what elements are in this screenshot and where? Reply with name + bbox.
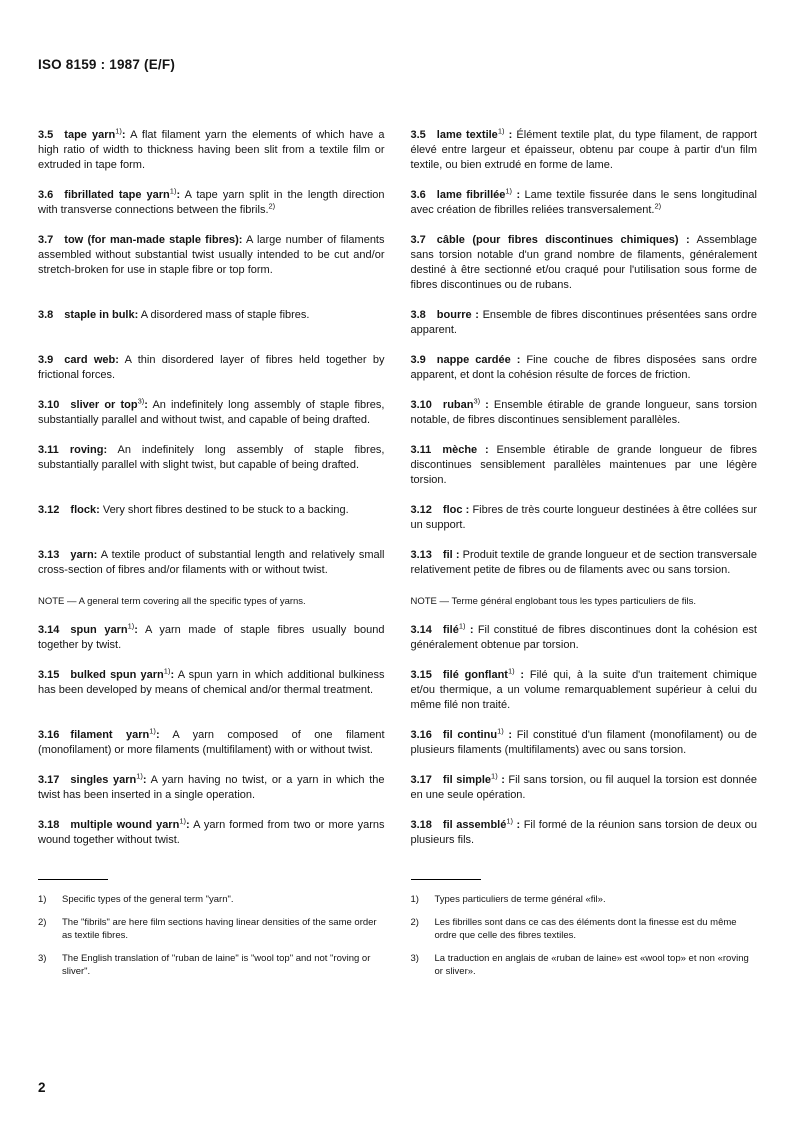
entry-term: câble xyxy=(436,234,465,246)
entry-definition: Fil formé de la réunion sans torsion de deux ou plusieurs fils. xyxy=(410,819,757,846)
entry-colon: : xyxy=(121,129,126,141)
entry-colon: : xyxy=(497,774,505,786)
footnote-ref: 1) xyxy=(149,726,156,736)
definition-cell-fr xyxy=(411,548,758,593)
definition-cell-en xyxy=(38,623,385,668)
definition-entry xyxy=(411,398,758,428)
entry-term: flock xyxy=(70,504,97,516)
definition-entry xyxy=(411,503,758,533)
entry-term: floc xyxy=(442,504,463,516)
entry-number: 3.13 xyxy=(38,549,60,561)
entry-definition: Very short fibres destined to be stuck to a backing. xyxy=(99,504,349,516)
entry-term: mèche xyxy=(442,444,478,456)
entry-number: 3.11 xyxy=(410,444,432,456)
entry-colon: : xyxy=(510,354,521,366)
definition-cell-fr xyxy=(411,308,758,353)
definition-cell-fr xyxy=(411,128,758,188)
entry-number: 3.15 xyxy=(410,669,432,681)
entry-term: multiple wound yarn xyxy=(70,819,180,831)
footnote-text: Types particuliers de terme général «fil». xyxy=(434,894,606,905)
definition-cell-en xyxy=(38,593,385,623)
entry-term: spun yarn xyxy=(70,624,128,636)
entry-number: 3.5 xyxy=(410,129,426,141)
entry-term: fil assemblé xyxy=(442,819,507,831)
footnote-separator xyxy=(38,879,385,893)
entry-colon: : xyxy=(678,234,690,246)
entry-colon: : xyxy=(176,189,181,201)
definition-cell-fr xyxy=(411,593,758,623)
definition-entry xyxy=(38,818,385,848)
definition-entry xyxy=(38,188,385,218)
definition-cell-en xyxy=(38,443,385,503)
entry-number: 3.18 xyxy=(38,819,60,831)
footnote-ref: 1) xyxy=(497,726,504,736)
definition-cell-en xyxy=(38,773,385,818)
entry-term: fil continu xyxy=(442,729,498,741)
definition-cell-en xyxy=(38,818,385,863)
entry-number: 3.10 xyxy=(38,399,60,411)
entry-term: singles yarn xyxy=(70,774,137,786)
footnote-number: 2) xyxy=(38,917,47,928)
footnote-item-en xyxy=(38,916,385,942)
definition-cell-fr xyxy=(411,503,758,548)
entry-definition: Filé qui, à la suite d'un traitement chimique et/ou thermique, a un volume remarquablement supérieur à celui du même filé non traité. xyxy=(410,669,757,711)
entry-colon: : xyxy=(512,189,521,201)
entry-definition: Ensemble étirable de grande longueur, sans torsion notable, de fibres discontinues sensiblement parallèles. xyxy=(410,399,757,426)
entry-colon: : xyxy=(96,504,100,516)
entry-colon: : xyxy=(480,399,489,411)
entry-number: 3.7 xyxy=(38,234,54,246)
footnote-item-fr xyxy=(411,916,758,942)
definition-entry xyxy=(411,728,758,758)
entry-colon: : xyxy=(185,819,190,831)
entry-term: fil xyxy=(442,549,453,561)
definition-entry xyxy=(411,668,758,713)
entry-colon: : xyxy=(170,669,175,681)
entry-number: 3.8 xyxy=(38,309,54,321)
entry-number: 3.6 xyxy=(38,189,54,201)
definition-entry xyxy=(411,188,758,218)
entry-term: ruban xyxy=(442,399,474,411)
footnotes-section xyxy=(38,879,757,988)
entry-number: 3.17 xyxy=(38,774,60,786)
entry-term-qualifier: (pour fibres discontinues chimiques) xyxy=(464,234,679,246)
entry-colon: : xyxy=(513,819,521,831)
definition-cell-fr xyxy=(411,623,758,668)
definition-cell-fr xyxy=(411,188,758,233)
footnote-ref: 1) xyxy=(491,771,498,781)
entry-term: filé gonflant xyxy=(442,669,508,681)
footnote-text: The "fibrils" are here film sections having linear densities of the same order as textile fibres. xyxy=(62,917,377,941)
entry-term: tape yarn xyxy=(64,129,116,141)
definition-cell-fr xyxy=(411,398,758,443)
entry-colon: : xyxy=(504,129,513,141)
entry-number: 3.12 xyxy=(38,504,60,516)
footnote-text: Les fibrilles sont dans ce cas des éléments dont la finesse est du même ordre que celle des fibres textiles. xyxy=(434,917,737,941)
entry-number: 3.17 xyxy=(410,774,432,786)
entry-definition: A spun yarn in which additional bulkiness has been developed by means of chemical and/or thermal treatment. xyxy=(38,669,385,696)
document-title: ISO 8159 : 1987 (E/F) xyxy=(38,57,176,72)
entry-term: lame textile xyxy=(436,129,498,141)
entry-colon: : xyxy=(465,624,474,636)
footnote-number: 3) xyxy=(38,953,47,964)
entry-number: 3.9 xyxy=(410,354,426,366)
footnote-item-fr xyxy=(411,952,758,978)
entry-definition: A yarn having no twist, or a yarn in which the twist has been inserted in a single operation. xyxy=(38,774,385,801)
entry-definition: A large number of filaments assembled without substantial twist usually intended to be cut and/or stretch-broken for use in staple fibre or top form. xyxy=(38,234,385,276)
definition-cell-en xyxy=(38,548,385,593)
page-number: 2 xyxy=(38,1080,46,1095)
definition-cell-en xyxy=(38,188,385,233)
entry-colon: : xyxy=(115,354,119,366)
entry-number: 3.5 xyxy=(38,129,54,141)
entry-definition: An indefinitely long assembly of staple fibres, substantially parallel with slight twist, but capable of being drafted. xyxy=(38,444,385,471)
definition-cell-en xyxy=(38,728,385,773)
footnote-ref: 2) xyxy=(654,201,662,211)
entry-number: 3.9 xyxy=(38,354,54,366)
footnote-ref: 1) xyxy=(179,816,186,826)
footnote-number: 3) xyxy=(410,953,419,964)
entry-term: staple in bulk xyxy=(64,309,135,321)
footnotes-grid xyxy=(38,879,757,988)
definition-entry xyxy=(38,728,385,758)
footnote-separator xyxy=(411,879,758,893)
footnote-ref: 1) xyxy=(115,126,122,136)
definition-entry xyxy=(38,503,385,518)
entry-colon: : xyxy=(103,444,108,456)
definition-entry xyxy=(411,443,758,488)
definition-entry xyxy=(411,353,758,383)
entry-definition: Élément textile plat, du type filament, de rapport élevé entre largeur et épaisseur, obtenu par coupe à partir d'un film textile, ou bien extrudé en forme de lame. xyxy=(410,129,757,171)
entry-definition: Fibres de très courte longueur destinées à être collées sur un support. xyxy=(410,504,757,531)
footnote-ref: 1) xyxy=(497,126,505,136)
entry-number: 3.15 xyxy=(38,669,60,681)
definition-entry xyxy=(38,353,385,383)
definition-entry xyxy=(38,233,385,278)
footnote-ref: 1) xyxy=(458,621,466,631)
entry-definition: Lame textile fissurée dans le sens longitudinal avec création de fibrilles reliées transversalement. xyxy=(410,189,757,216)
definition-cell-fr xyxy=(411,818,758,863)
entry-term: sliver or top xyxy=(70,399,138,411)
entry-definition: A disordered mass of staple fibres. xyxy=(138,309,310,321)
note-text: NOTE — Terme général englobant tous les types particuliers de fils. xyxy=(410,596,696,607)
definition-cell-en xyxy=(38,308,385,353)
entry-term: bulked spun yarn xyxy=(70,669,164,681)
entry-number: 3.7 xyxy=(410,234,426,246)
entry-number: 3.12 xyxy=(410,504,432,516)
definition-cell-en xyxy=(38,503,385,548)
entry-definition: Assemblage sans torsion notable d'un grand nombre de filaments, généralement destiné à être sectionné et/ou craqué pour l'utilisation sous forme de fibres discontinues ou de rubans. xyxy=(410,234,757,291)
definition-cell-fr xyxy=(411,773,758,818)
entry-definition: Fil constitué d'un filament (monofilament) ou de plusieurs filaments (multifilaments) avec ou sans torsion. xyxy=(410,729,757,756)
definition-entry xyxy=(411,818,758,848)
entry-definition: A tape yarn split in the length direction with transverse connections between the fibrils. xyxy=(38,189,385,216)
entry-number: 3.10 xyxy=(410,399,432,411)
footnote-ref: 1) xyxy=(127,621,135,631)
entry-term: bourre xyxy=(436,309,472,321)
entry-definition: Produit textile de grande longueur et de section transversale relativement petite de fibres ou de filaments avec ou sans torsion. xyxy=(410,549,757,576)
entry-number: 3.18 xyxy=(410,819,432,831)
entry-number: 3.6 xyxy=(410,189,426,201)
entry-colon: : xyxy=(477,444,489,456)
definition-cell-fr xyxy=(411,353,758,398)
entry-term: filament yarn xyxy=(70,729,150,741)
footnote-ref: 1) xyxy=(506,816,514,826)
entry-definition: A yarn composed of one filament (monofilament) or more filaments (multifilament) with or without twist. xyxy=(38,729,385,756)
entry-colon: : xyxy=(155,729,160,741)
definition-entry xyxy=(411,233,758,293)
entry-colon: : xyxy=(134,309,139,321)
footnote-text: La traduction en anglais de «ruban de laine» est «wool top» et non «roving or sliver». xyxy=(434,953,749,977)
footnote-ref: 1) xyxy=(136,771,143,781)
entry-term: yarn xyxy=(70,549,94,561)
footnote-ref: 1) xyxy=(163,666,171,676)
footnote-text: The English translation of "ruban de laine" is "wool top" and not "roving or sliver". xyxy=(62,953,371,977)
entry-definition: Fine couche de fibres disposées sans ordre apparent, et dont la cohésion résulte de forces de friction. xyxy=(410,354,757,381)
definition-entry xyxy=(411,548,758,578)
footnote-ref: 3) xyxy=(473,396,481,406)
definition-cell-en xyxy=(38,668,385,728)
definition-cell-fr xyxy=(411,233,758,308)
entry-definition: A flat filament yarn the elements of which have a high ratio of width to thickness having been slit from a textile film or extruded in tape form. xyxy=(38,129,385,171)
entry-definition: Ensemble de fibres discontinues présentées sans ordre apparent. xyxy=(410,309,757,336)
entry-colon: : xyxy=(471,309,479,321)
entry-number: 3.16 xyxy=(38,729,60,741)
entry-definition: A yarn formed from two or more yarns wound together without twist. xyxy=(38,819,385,846)
definition-entry xyxy=(38,773,385,803)
definition-entry xyxy=(38,623,385,653)
footnote-ref: 1) xyxy=(507,666,515,676)
entry-colon: : xyxy=(142,774,147,786)
definition-cell-fr xyxy=(411,668,758,728)
entry-number: 3.14 xyxy=(410,624,432,636)
entry-definition: Ensemble étirable de grande longueur de fibres discontinues sensiblement parallèles maintenues par une légère torsion. xyxy=(410,444,757,486)
entry-definition: An indefinitely long assembly of staple fibres, substantially parallel and without twist, and capable of being drafted. xyxy=(38,399,385,426)
entry-term: lame fibrillée xyxy=(436,189,506,201)
entry-number: 3.13 xyxy=(410,549,432,561)
footnote-ref: 3) xyxy=(137,396,145,406)
entry-term: card web xyxy=(64,354,116,366)
note-text: NOTE — A general term covering all the specific types of yarns. xyxy=(38,596,306,607)
definition-cell-en xyxy=(38,398,385,443)
definition-entry xyxy=(38,443,385,473)
definition-entry xyxy=(411,308,758,338)
definitions-grid xyxy=(38,128,757,863)
definition-cell-en xyxy=(38,353,385,398)
footnote-item-fr xyxy=(411,893,758,906)
definition-cell-fr xyxy=(411,728,758,773)
entry-number: 3.14 xyxy=(38,624,60,636)
entry-colon: : xyxy=(93,549,98,561)
definition-entry xyxy=(38,398,385,428)
entry-number: 3.8 xyxy=(410,309,426,321)
footnote-number: 1) xyxy=(38,894,47,905)
entry-definition: Fil sans torsion, ou fil auquel la torsion est donnée en une seule opération. xyxy=(410,774,757,801)
footnote-ref: 1) xyxy=(169,186,177,196)
entry-term: roving xyxy=(69,444,104,456)
definition-entry xyxy=(411,773,758,803)
definition-entry xyxy=(38,128,385,173)
entry-number: 3.16 xyxy=(410,729,432,741)
entry-term: nappe cardée xyxy=(436,354,511,366)
entry-definition: A thin disordered layer of fibres held together by frictional forces. xyxy=(38,354,385,381)
entry-definition: Fil constitué de fibres discontinues dont la cohésion est généralement obtenue par torsion. xyxy=(410,624,757,651)
entry-definition: A textile product of substantial length and relatively small cross-section of fibres and/or filaments with or without twist. xyxy=(38,549,385,576)
footnote-item-en xyxy=(38,952,385,978)
entry-colon: : xyxy=(503,729,513,741)
definition-entry xyxy=(38,308,385,323)
definition-cell-en xyxy=(38,233,385,308)
footnote-text: Specific types of the general term "yarn". xyxy=(62,894,234,905)
definition-cell-en xyxy=(38,128,385,188)
definition-entry xyxy=(411,623,758,653)
entry-number: 3.11 xyxy=(38,444,59,456)
entry-colon: : xyxy=(452,549,460,561)
entry-colon: : xyxy=(144,399,148,411)
entry-colon: : xyxy=(134,624,138,636)
entry-definition: A yarn made of staple fibres usually bound together by twist. xyxy=(38,624,385,651)
definition-cell-fr xyxy=(411,443,758,503)
entry-colon: : xyxy=(514,669,525,681)
footnote-ref: 2) xyxy=(268,201,276,211)
entry-term: fil simple xyxy=(442,774,492,786)
entry-term: filé xyxy=(442,624,459,636)
footnote-item-en xyxy=(38,893,385,906)
definition-entry xyxy=(38,668,385,698)
entry-term: fibrillated tape yarn xyxy=(64,189,170,201)
entry-colon: : xyxy=(238,234,243,246)
footnote-ref: 1) xyxy=(505,186,513,196)
definition-entry xyxy=(411,128,758,173)
footnote-number: 1) xyxy=(410,894,419,905)
entry-term: tow xyxy=(64,234,84,246)
definition-entry xyxy=(38,548,385,578)
footnote-number: 2) xyxy=(410,917,419,928)
entry-colon: : xyxy=(462,504,470,516)
entry-term-qualifier: (for man-made staple fibres) xyxy=(83,234,239,246)
